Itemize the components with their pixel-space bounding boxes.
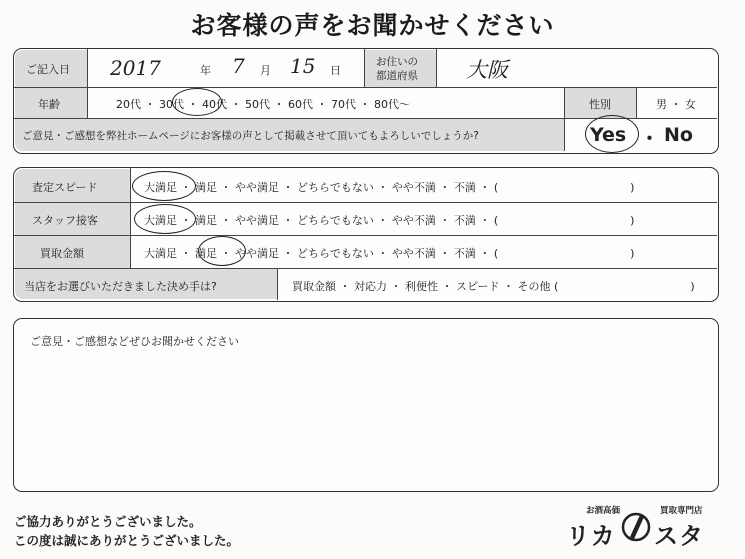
year-unit: 年: [200, 64, 211, 77]
logo-tagline-left: お酒高価: [586, 506, 621, 516]
logo-name-left: リカ: [566, 522, 616, 550]
rating-label-speed: 査定スピード: [32, 181, 98, 194]
rating-divider-3: [14, 268, 717, 269]
age-options[interactable]: 20代 ・ 30代 ・ 40代 ・ 50代 ・ 60代 ・ 70代 ・ 80代～: [116, 98, 410, 111]
decision-label: 当店をお選びいただきました決め手は?: [24, 280, 217, 293]
gender-options[interactable]: 男 ・ 女: [656, 98, 696, 111]
consent-no-option[interactable]: No: [664, 124, 693, 146]
entry-date-label: ご記入日: [26, 63, 70, 76]
prefecture-label-line2: 都道府県: [376, 70, 418, 82]
rating-label-price: 買取金額: [40, 247, 84, 260]
info-vdivider-4: [564, 87, 565, 151]
rating-price-selected-circle: [198, 236, 246, 266]
info-vdivider-1: [87, 49, 88, 118]
decision-vdivider: [277, 268, 278, 300]
footer-thanks-line1: ご協力ありがとうございました。: [14, 514, 202, 529]
logo-tagline-right: 買取専門店: [660, 506, 703, 516]
rating-speed-selected-circle: [132, 171, 196, 201]
bottle-icon: [621, 510, 651, 544]
decision-options[interactable]: 買取金額 ・ 対応力 ・ 利便性 ・ スピード ・ その他 ( ): [292, 280, 695, 293]
rating-options-speed[interactable]: 大満足 ・ 満足 ・ やや満足 ・ どちらでもない ・ やや不満 ・ 不満 ・ ( ): [144, 181, 635, 194]
consent-yes-circle: [585, 115, 639, 153]
prefecture-value[interactable]: 大阪: [466, 58, 508, 82]
footer-thanks-line2: この度は誠にありがとうございました。: [14, 533, 240, 548]
info-vdivider-3: [436, 49, 437, 87]
consent-question: ご意見・ご感想を弊社ホームページにお客様の声として掲載させて頂いてもよろしいでしょうか?: [22, 130, 479, 142]
rating-staff-selected-circle: [134, 204, 196, 234]
rating-divider-2: [14, 235, 717, 236]
rating-options-staff[interactable]: 大満足 ・ 満足 ・ やや満足 ・ どちらでもない ・ やや不満 ・ 不満 ・ ( ): [144, 214, 635, 227]
age-label: 年齢: [38, 98, 60, 111]
consent-separator: ・: [640, 128, 660, 150]
page-title: お客様の声をお聞かせください: [190, 11, 555, 40]
entry-day-value[interactable]: 15: [290, 54, 316, 78]
comments-label: ご意見・ご感想などぜひお聞かせください: [30, 335, 239, 348]
rating-vdivider: [130, 168, 131, 268]
logo-name-right: スタ: [654, 522, 704, 550]
info-divider-1: [14, 87, 717, 88]
rating-divider-1: [14, 202, 717, 203]
prefecture-label-line1: お住いの: [376, 56, 418, 68]
rating-options-price[interactable]: 大満足 ・ 満足 ・ やや満足 ・ どちらでもない ・ やや不満 ・ 不満 ・ ( ): [144, 247, 635, 260]
day-unit: 日: [330, 64, 341, 77]
entry-month-value[interactable]: 7: [232, 54, 245, 78]
rating-label-staff: スタッフ接客: [32, 214, 98, 227]
consent-yes-option[interactable]: Yes: [590, 124, 627, 146]
age-selected-circle: [172, 88, 222, 116]
info-vdivider-2: [364, 49, 365, 87]
month-unit: 月: [260, 64, 271, 77]
entry-year-value[interactable]: 2017: [110, 56, 161, 80]
gender-label: 性別: [589, 98, 611, 111]
info-vdivider-5: [636, 87, 637, 118]
